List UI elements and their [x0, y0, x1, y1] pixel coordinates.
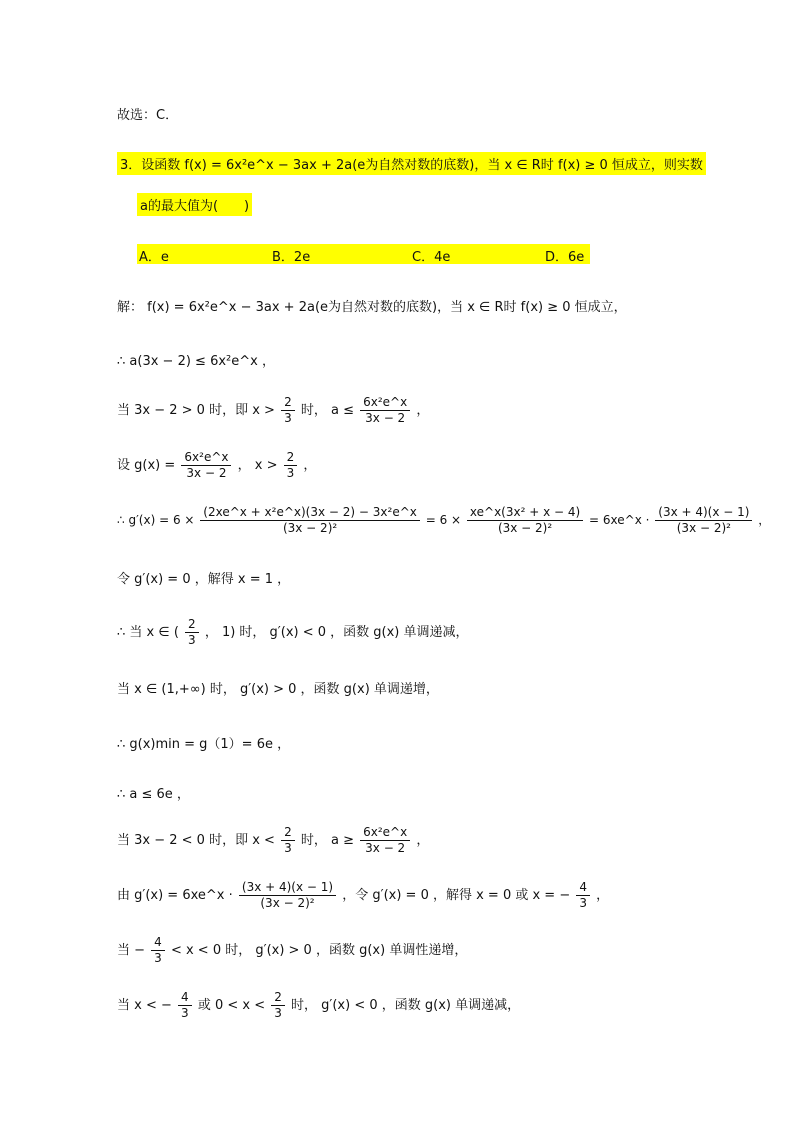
numerator: 2 — [284, 450, 298, 466]
text: ， — [303, 458, 317, 473]
denominator: (3x − 2)² — [282, 521, 338, 535]
denominator: (3x − 2)² — [676, 521, 731, 535]
fraction — [151, 935, 165, 966]
solution-line-14 — [117, 990, 520, 1021]
denominator: 3 — [181, 1006, 189, 1020]
denominator: 3 — [188, 633, 196, 647]
solution-line-10: ∴ a ≤ 6e ， — [117, 787, 190, 802]
text: 当 − — [117, 943, 146, 958]
fraction — [200, 505, 420, 536]
fraction — [271, 990, 285, 1021]
fraction — [360, 825, 410, 856]
solution-line-6: 令 g′(x) = 0 ，解得 x = 1 ， — [117, 572, 291, 587]
denominator: 3 — [274, 1006, 282, 1020]
denominator: 3x − 2 — [365, 841, 406, 855]
solution-line-2: ∴ a(3x − 2) ≤ 6x²e^x ， — [117, 354, 275, 369]
numerator: xe^x(3x² + x − 4) — [467, 505, 583, 521]
fraction — [467, 505, 583, 536]
numerator: (3x + 4)(x − 1) — [655, 505, 752, 521]
text: ∴ g′(x) = 6 × — [117, 513, 195, 527]
option-d: D．6e — [545, 250, 585, 265]
text: 当 3x − 2 > 0 时，即 x > — [117, 403, 275, 418]
text: = 6 × — [425, 513, 462, 527]
question-3-line-2: a的最大值为( ) — [137, 193, 252, 216]
answer-options — [137, 244, 590, 264]
solution-line-5 — [117, 505, 770, 536]
fraction — [181, 450, 231, 481]
text: 当 x < − — [117, 998, 172, 1013]
solution-line-13 — [117, 935, 467, 966]
denominator: 3x − 2 — [365, 411, 406, 425]
fraction — [655, 505, 752, 536]
text: ∴ 当 x ∈ ( — [117, 625, 179, 640]
text: ， — [416, 833, 430, 848]
text: 由 g′(x) = 6xe^x · — [117, 888, 233, 903]
question-3-line-1: 3．设函数 f(x) = 6x²e^x − 3ax + 2a(e为自然对数的底数)，当 x ∈ R时 f(x) ≥ 0 恒成立，则实数 — [117, 152, 706, 175]
numerator: (2xe^x + x²e^x)(3x − 2) − 3x²e^x — [200, 505, 420, 521]
numerator: 4 — [576, 880, 590, 896]
solution-line-1: 解： f(x) = 6x²e^x − 3ax + 2a(e为自然对数的底数)，当 x ∈ R时 f(x) ≥ 0 恒成立， — [117, 300, 627, 315]
text: 时， g′(x) < 0 ，函数 g(x) 单调递减， — [291, 998, 521, 1013]
denominator: 3 — [286, 466, 295, 480]
text: ， 1) 时， g′(x) < 0 ，函数 g(x) 单调递减， — [204, 625, 469, 640]
solution-line-7 — [117, 617, 469, 648]
solution-line-8: 当 x ∈ (1,+∞) 时， g′(x) > 0 ，函数 g(x) 单调递增， — [117, 682, 439, 697]
previous-answer: 故选：C． — [117, 108, 179, 123]
denominator: (3x − 2)² — [260, 896, 315, 910]
numerator: 6x²e^x — [360, 395, 410, 411]
denominator: 3 — [284, 841, 292, 855]
numerator: 2 — [271, 990, 285, 1006]
text: < x < 0 时， g′(x) > 0 ，函数 g(x) 单调性递增， — [170, 943, 468, 958]
text: ， — [416, 403, 430, 418]
text: ， — [596, 888, 610, 903]
denominator: 3x − 2 — [186, 466, 227, 480]
numerator: 6x²e^x — [181, 450, 231, 466]
fraction — [284, 450, 298, 481]
numerator: 2 — [281, 395, 295, 411]
fraction — [185, 617, 199, 648]
text: 当 3x − 2 < 0 时，即 x < — [117, 833, 275, 848]
numerator: (3x + 4)(x − 1) — [239, 880, 336, 896]
numerator: 6x²e^x — [360, 825, 410, 841]
text: ， — [758, 513, 771, 527]
denominator: 3 — [154, 951, 162, 965]
option-a: A．e — [139, 250, 169, 265]
numerator: 4 — [178, 990, 192, 1006]
solution-line-3 — [117, 395, 429, 426]
solution-line-11 — [117, 825, 429, 856]
text: 时， a ≤ — [300, 403, 354, 418]
fraction — [281, 825, 295, 856]
denominator: (3x − 2)² — [497, 521, 553, 535]
text: 时， a ≥ — [300, 833, 354, 848]
text: ，令 g′(x) = 0 ，解得 x = 0 或 x = − — [342, 888, 571, 903]
numerator: 2 — [185, 617, 199, 633]
text: 设 g(x) = — [117, 458, 176, 473]
fraction — [360, 395, 410, 426]
denominator: 3 — [284, 411, 292, 425]
option-c: C．4e — [412, 250, 451, 265]
denominator: 3 — [579, 896, 588, 910]
solution-line-12 — [117, 880, 609, 911]
text: ， x > — [237, 458, 278, 473]
fraction — [239, 880, 336, 911]
numerator: 4 — [151, 935, 165, 951]
fraction — [178, 990, 192, 1021]
solution-line-9: ∴ g(x)min = g（1）= 6e ， — [117, 737, 291, 752]
solution-line-4 — [117, 450, 316, 481]
fraction — [281, 395, 295, 426]
text: = 6xe^x · — [589, 513, 650, 527]
option-b: B．2e — [272, 250, 311, 265]
fraction — [576, 880, 590, 911]
numerator: 2 — [281, 825, 295, 841]
text: 或 0 < x < — [197, 998, 266, 1013]
